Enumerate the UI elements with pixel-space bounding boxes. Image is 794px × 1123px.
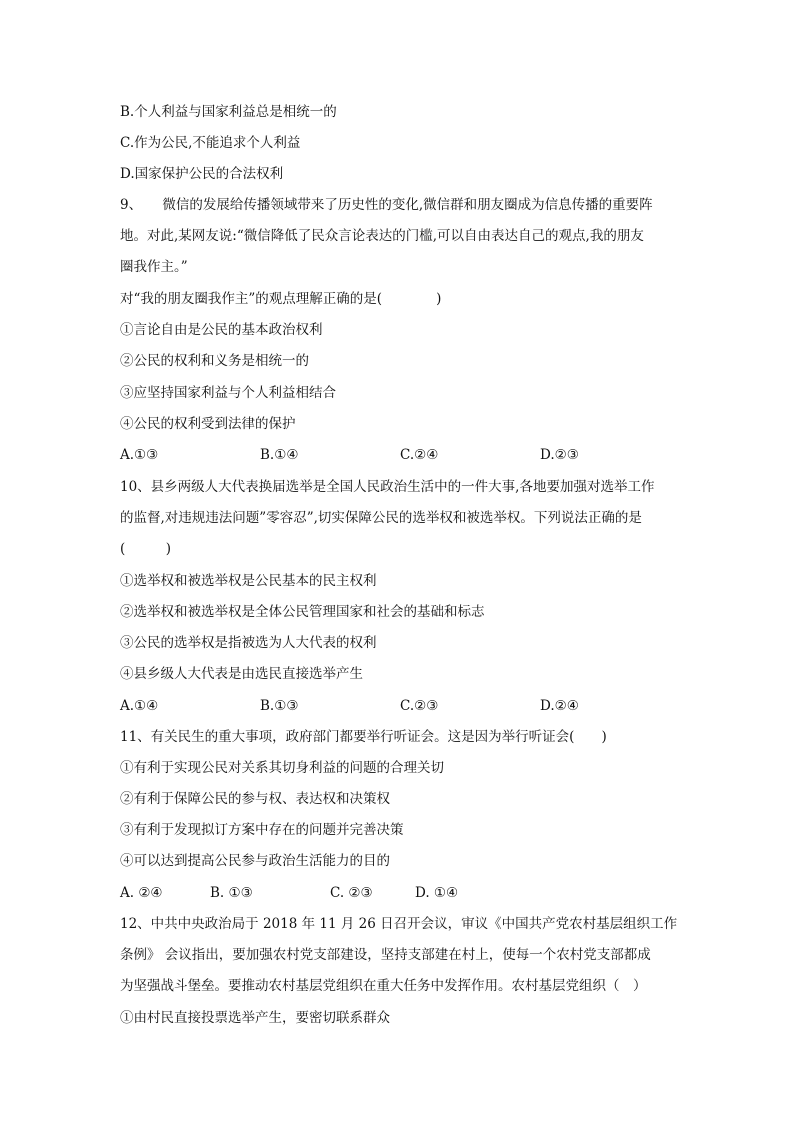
- q11-stem-line1: 11、有关民生的重大事项，政府部门都要举行听证会。这是因为举行听证会( ): [120, 729, 607, 745]
- q9-item-2: ②公民的权利和义务是相统一的: [120, 353, 309, 369]
- q11-option-a: A. ②④: [120, 885, 163, 901]
- q10-options: [120, 697, 680, 715]
- q9-option-c: C.②④: [400, 447, 439, 463]
- q9-question: 对“我的朋友圈我作主”的观点理解正确的是( ): [120, 291, 442, 307]
- q8-option-c: C.作为公民,不能追求个人利益: [120, 135, 301, 151]
- q10-option-d: D.②④: [540, 698, 579, 714]
- q11-option-d: D. ①④: [415, 885, 459, 901]
- q8-option-d: D.国家保护公民的合法权利: [120, 166, 284, 182]
- q9-item-4: ④公民的权利受到法律的保护: [120, 416, 296, 432]
- q9-option-d: D.②③: [540, 447, 579, 463]
- q10-item-4: ④县乡级人大代表是由选民直接选举产生: [120, 666, 363, 682]
- q10-item-2: ②选举权和被选举权是全体公民管理国家和社会的基础和标志: [120, 604, 485, 620]
- q9-option-a: A.①③: [120, 447, 159, 463]
- q12-stem-line1: 12、中共中央政治局于 2018 年 11 月 26 日召开会议，审议《中国共产党农村基层组织工作: [120, 916, 678, 932]
- q10-item-3: ③公民的选举权是指被选为人大代表的权利: [120, 635, 377, 651]
- q11-option-c: C. ②③: [330, 885, 373, 901]
- q9-item-3: ③应坚持国家利益与个人利益相结合: [120, 385, 336, 401]
- q11-option-b: B. ①③: [210, 885, 253, 901]
- q9-stem-line1: 9、 微信的发展给传播领域带来了历史性的变化,微信群和朋友圈成为信息传播的重要阵: [120, 197, 653, 213]
- q9-stem-line3: 圈我作主。”: [120, 259, 188, 275]
- q10-item-1: ①选举权和被选举权是公民基本的民主权利: [120, 573, 377, 589]
- q9-stem-line2: 地。对此,某网友说:“微信降低了民众言论表达的门槛,可以自由表达自己的观点,我的朋友: [120, 228, 644, 244]
- q11-item-2: ②有利于保障公民的参与权、表达权和决策权: [120, 791, 390, 807]
- q10-option-b: B.①③: [260, 698, 299, 714]
- q10-stem-line2: 的监督,对违规违法问题”零容忍”,切实保障公民的选举权和被选举权。下列说法正确的是: [120, 510, 642, 526]
- q10-option-a: A.①④: [120, 698, 159, 714]
- q12-item-1: ①由村民直接投票选举产生，要密切联系群众: [120, 1010, 390, 1026]
- q11-item-3: ③有利于发现拟订方案中存在的问题并完善决策: [120, 822, 404, 838]
- q9-item-1: ①言论自由是公民的基本政治权利: [120, 322, 323, 338]
- q9-option-b: B.①④: [260, 447, 299, 463]
- q9-options: [120, 446, 680, 464]
- q11-options: [120, 884, 680, 902]
- q11-item-1: ①有利于实现公民对关系其切身利益的问题的合理关切: [120, 760, 444, 776]
- q10-stem-line3: ( ): [120, 541, 172, 557]
- q10-option-c: C.②③: [400, 698, 439, 714]
- q12-stem-line2: 条例》 会议指出，要加强农村党支部建设，坚持支部建在村上，使每一个农村党支部都成: [120, 947, 651, 963]
- q8-option-b: B.个人利益与国家利益总是相统一的: [120, 104, 337, 120]
- q11-item-4: ④可以达到提高公民参与政治生活能力的目的: [120, 853, 390, 869]
- q10-stem-line1: 10、县乡两级人大代表换届选举是全国人民政治生活中的一件大事,各地要加强对选举工作: [120, 479, 655, 495]
- q12-stem-line3: 为坚强战斗堡垒。要推动农村基层党组织在重大任务中发挥作用。农村基层党组织（ ）: [120, 978, 647, 994]
